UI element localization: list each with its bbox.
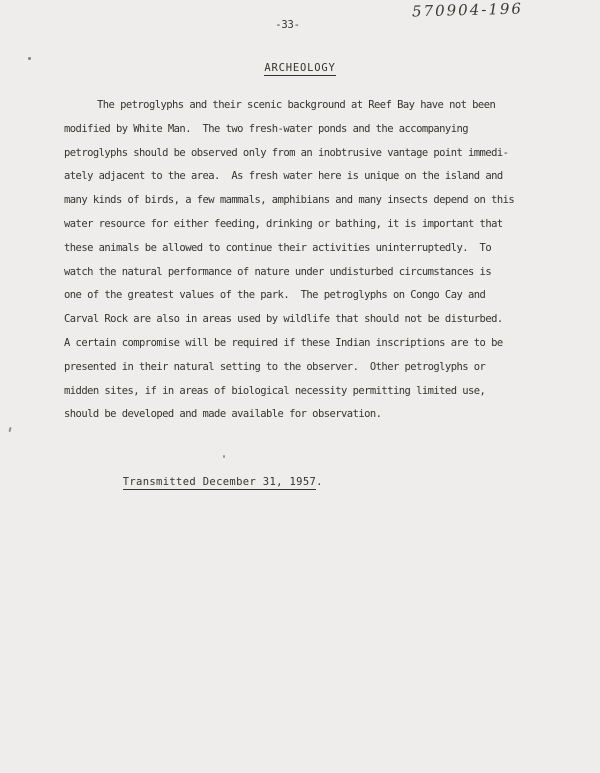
transmitted-line <box>96 464 323 500</box>
body-line: Carval Rock are also in areas used by wildlife that should not be disturbed. <box>64 313 503 326</box>
body-line: should be developed and made available for observation. <box>64 408 382 421</box>
body-line: ately adjacent to the area. As fresh water here is unique on the island and <box>64 170 503 183</box>
body-line: watch the natural performance of nature under undisturbed circumstances is <box>64 265 492 278</box>
body-line: presented in their natural setting to the observer. Other petroglyphs or <box>64 360 486 373</box>
section-heading-text: ARCHEOLOGY <box>264 62 336 74</box>
body-line: these animals be allowed to continue their activities uninterruptedly. To <box>64 241 492 254</box>
body-line: midden sites, if in areas of biological necessity permitting limited use, <box>64 384 486 397</box>
transmitted-period: . <box>316 476 323 488</box>
scan-artifact <box>223 455 225 458</box>
body-line: water resource for either feeding, drinking or bathing, it is important that <box>64 217 503 230</box>
body-line: one of the greatest values of the park. The petroglyphs on Congo Cay and <box>64 289 486 302</box>
scan-artifact <box>28 57 31 60</box>
transmitted-text: Transmitted December 31, 1957 <box>122 476 317 488</box>
body-line: many kinds of birds, a few mammals, amphibians and many insects depend on this <box>64 194 515 207</box>
body-line: modified by White Man. The two fresh-water ponds and the accompanying <box>64 122 469 135</box>
handwritten-stamp: 570904-196 <box>411 0 524 21</box>
body-line: The petroglyphs and their scenic background at Reef Bay have not been <box>97 99 496 111</box>
body-paragraph <box>64 94 534 427</box>
body-line: A certain compromise will be required if these Indian inscriptions are to be <box>64 336 503 349</box>
page-number: -33- <box>275 19 300 31</box>
section-heading <box>0 62 600 74</box>
body-line: petroglyphs should be observed only from an inobtrusive vantage point immedi- <box>64 146 509 159</box>
scan-artifact <box>8 427 11 432</box>
